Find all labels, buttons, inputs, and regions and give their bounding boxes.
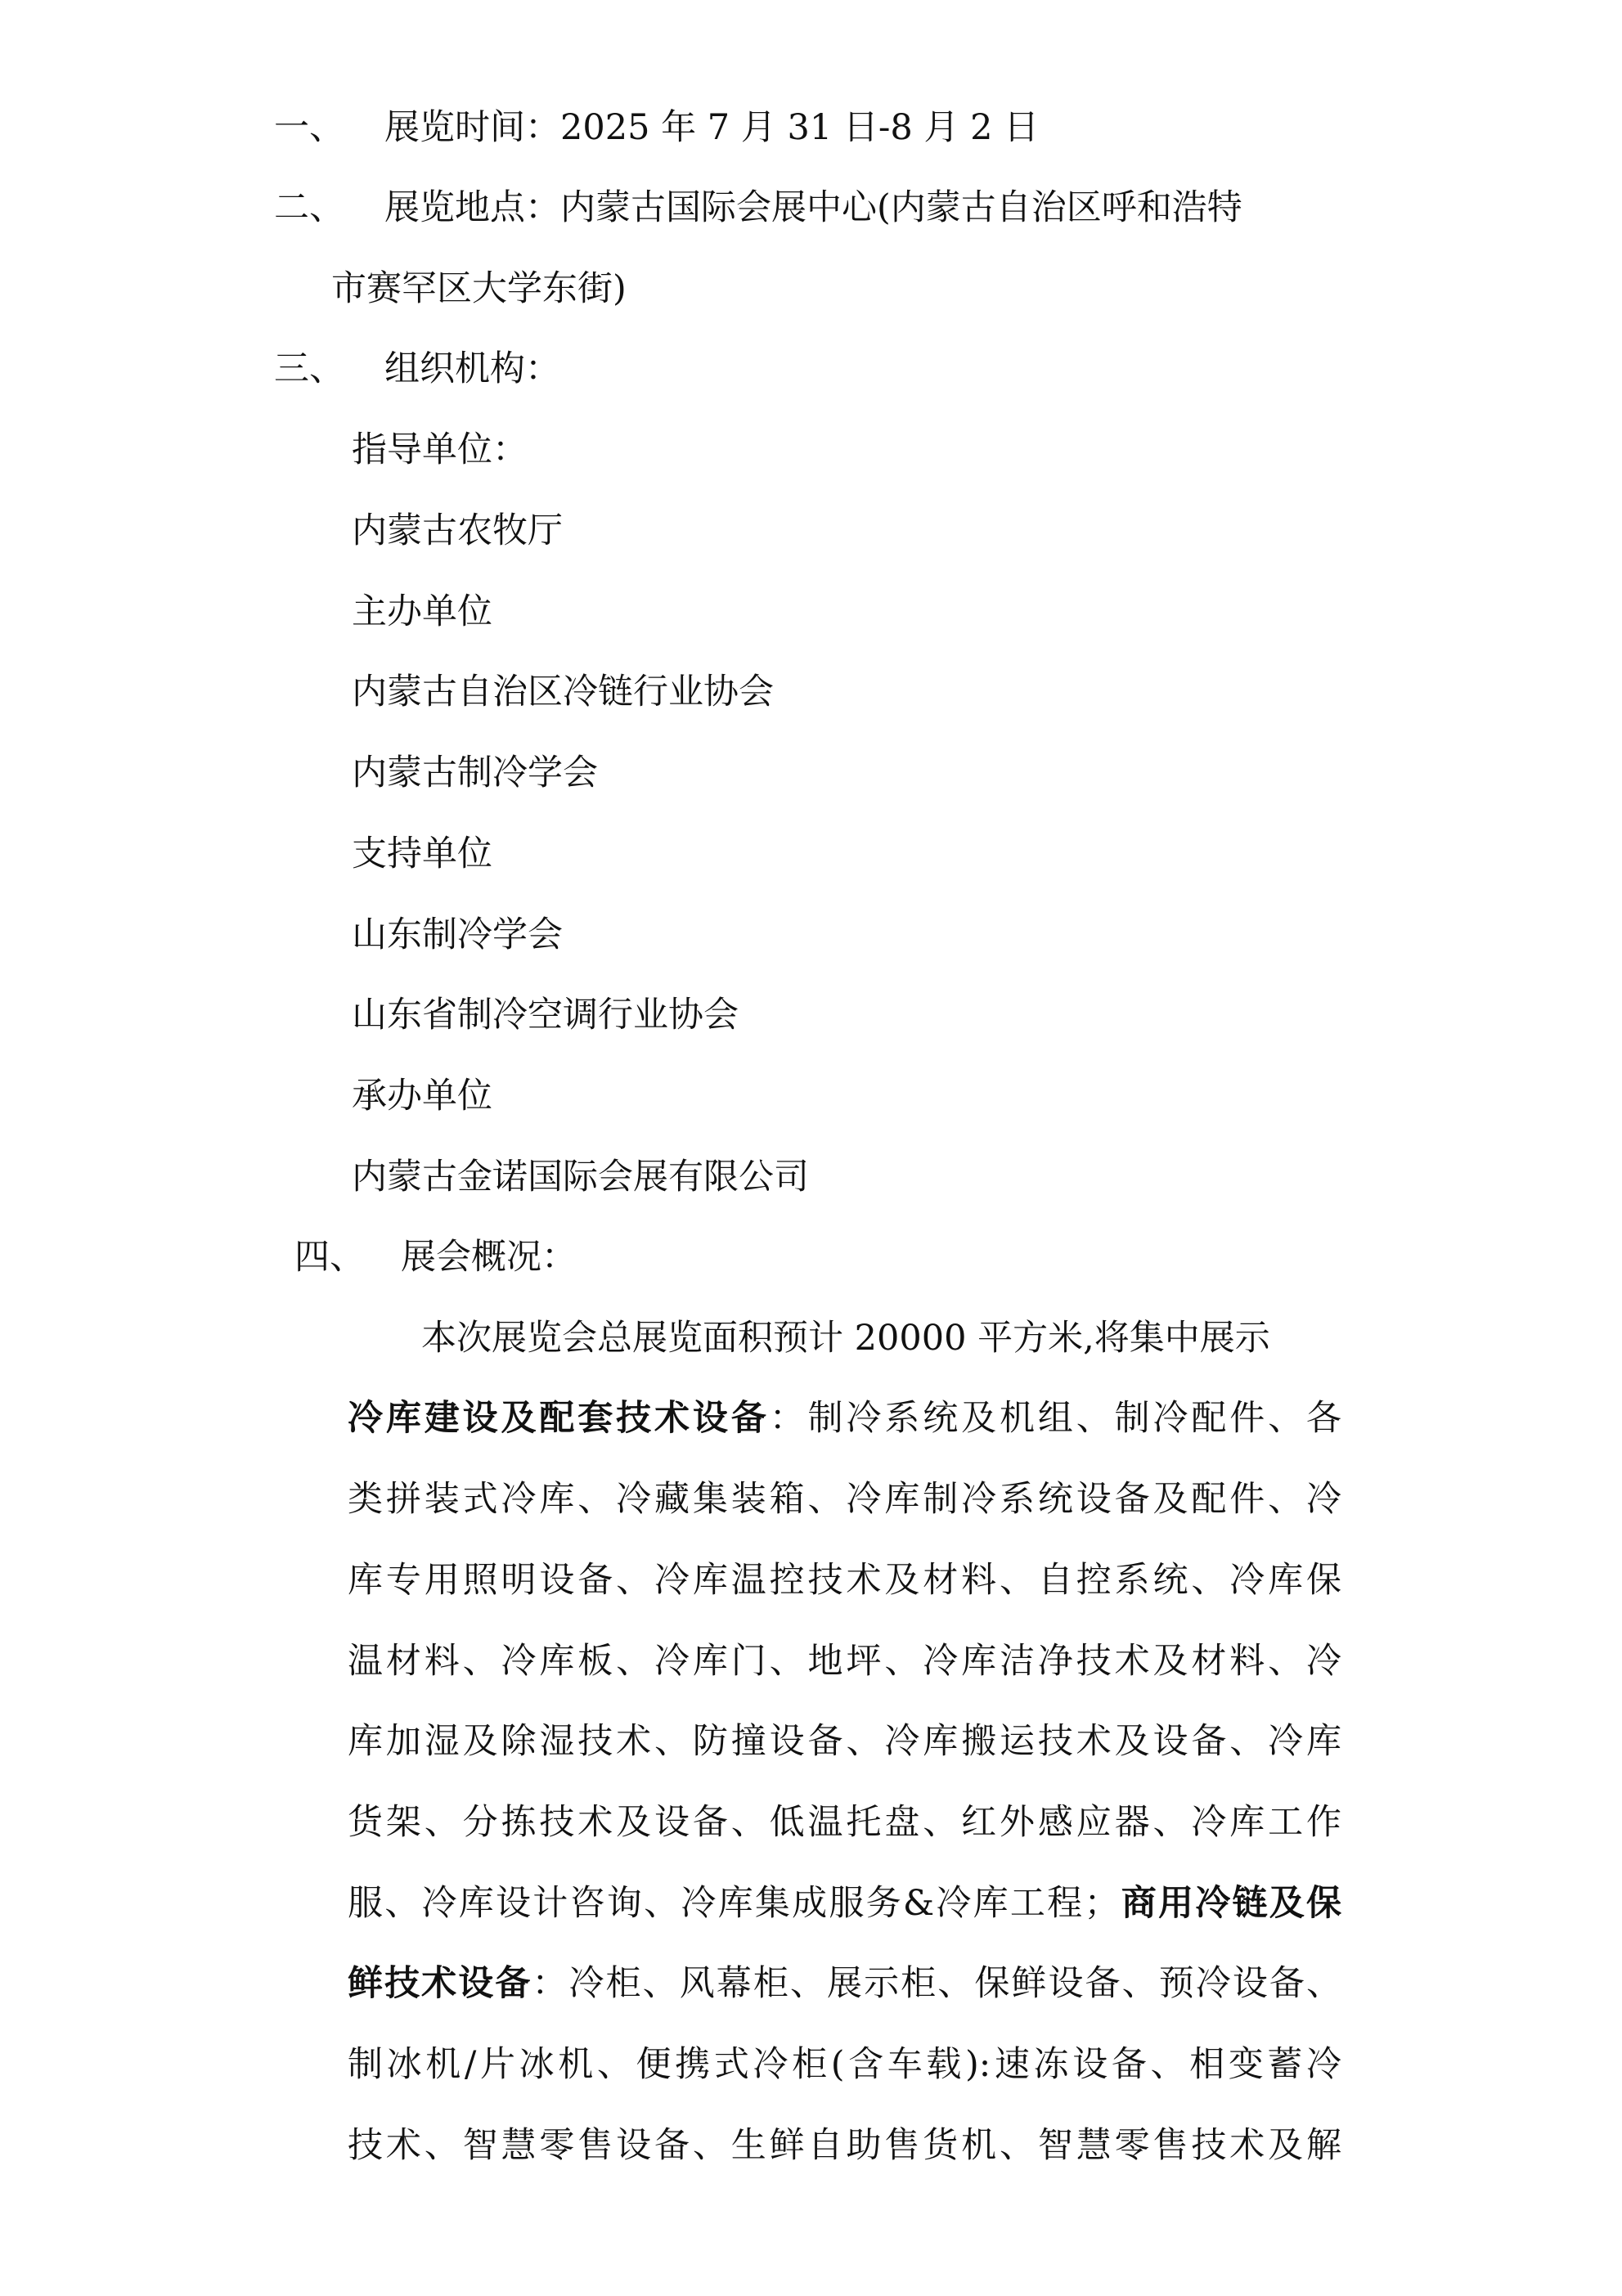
overview-line: 温材料、冷库板、冷库门、地坪、冷库洁净技术及材料、冷 (348, 1641, 1341, 1682)
overview-line: 技术、智慧零售设备、生鲜自助售货机、智慧零售技术及解 (348, 2125, 1341, 2166)
support-unit-label: 支持单位 (352, 833, 492, 874)
organization-heading: 组织机构： (384, 348, 560, 389)
overview-line: 类拼装式冷库、冷藏集装箱、冷库制冷系统设备及配件、冷 (348, 1479, 1341, 1520)
overview-line: 服、冷库设计咨询、冷库集成服务&冷库工程；商用冷链及保 (348, 1883, 1342, 1924)
overview-line: 库加湿及除湿技术、防撞设备、冷库搬运技术及设备、冷库 (348, 1721, 1341, 1762)
section-1-number: 一、 (274, 107, 344, 148)
overview-line: 库专用照明设备、冷库温控技术及材料、自控系统、冷库保 (348, 1560, 1341, 1601)
host-unit-label: 主办单位 (352, 591, 492, 632)
exhibition-venue: 展览地点：内蒙古国际会展中心(内蒙古自治区呼和浩特 (384, 187, 1242, 228)
section-4-number: 四、 (294, 1237, 365, 1278)
category-cold-storage: 冷库建设及配套技术设备 (348, 1398, 770, 1439)
category-commercial-cold-chain-cont: 鲜技术设备 (348, 1963, 532, 2004)
overview-line: 制冰机/片冰机、便携式冷柜(含车载):速冻设备、相变蓄冷 (348, 2044, 1341, 2085)
host-unit-1: 内蒙古自治区冷链行业协会 (352, 672, 774, 712)
overview-line: 货架、分拣技术及设备、低温托盘、红外感应器、冷库工作 (348, 1802, 1341, 1843)
section-3-number: 三、 (274, 348, 344, 389)
host-unit-2: 内蒙古制冷学会 (352, 753, 598, 793)
overview-heading: 展会概况： (401, 1237, 577, 1278)
overview-line: 鲜技术设备：冷柜、风幕柜、展示柜、保鲜设备、预冷设备、 (348, 1963, 1342, 2004)
undertake-unit-label: 承办单位 (352, 1076, 492, 1117)
exhibition-venue-continued: 市赛罕区大学东街) (331, 268, 627, 309)
undertake-unit-1: 内蒙古金诺国际会展有限公司 (352, 1157, 809, 1197)
overview-line: 本次展览会总展览面积预计 20000 平方米,将集中展示 (421, 1318, 1270, 1359)
category-commercial-cold-chain: 商用冷链及保 (1119, 1883, 1342, 1924)
exhibition-time: 展览时间：2025 年 7 月 31 日-8 月 2 日 (384, 107, 1040, 148)
overview-line: 冷库建设及配套技术设备：制冷系统及机组、制冷配件、各 (348, 1398, 1342, 1439)
support-unit-1: 山东制冷学会 (352, 914, 563, 955)
guide-unit-1: 内蒙古农牧厅 (352, 510, 563, 551)
section-2-number: 二、 (274, 187, 344, 228)
support-unit-2: 山东省制冷空调行业协会 (352, 995, 739, 1036)
guide-unit-label: 指导单位： (352, 429, 528, 470)
